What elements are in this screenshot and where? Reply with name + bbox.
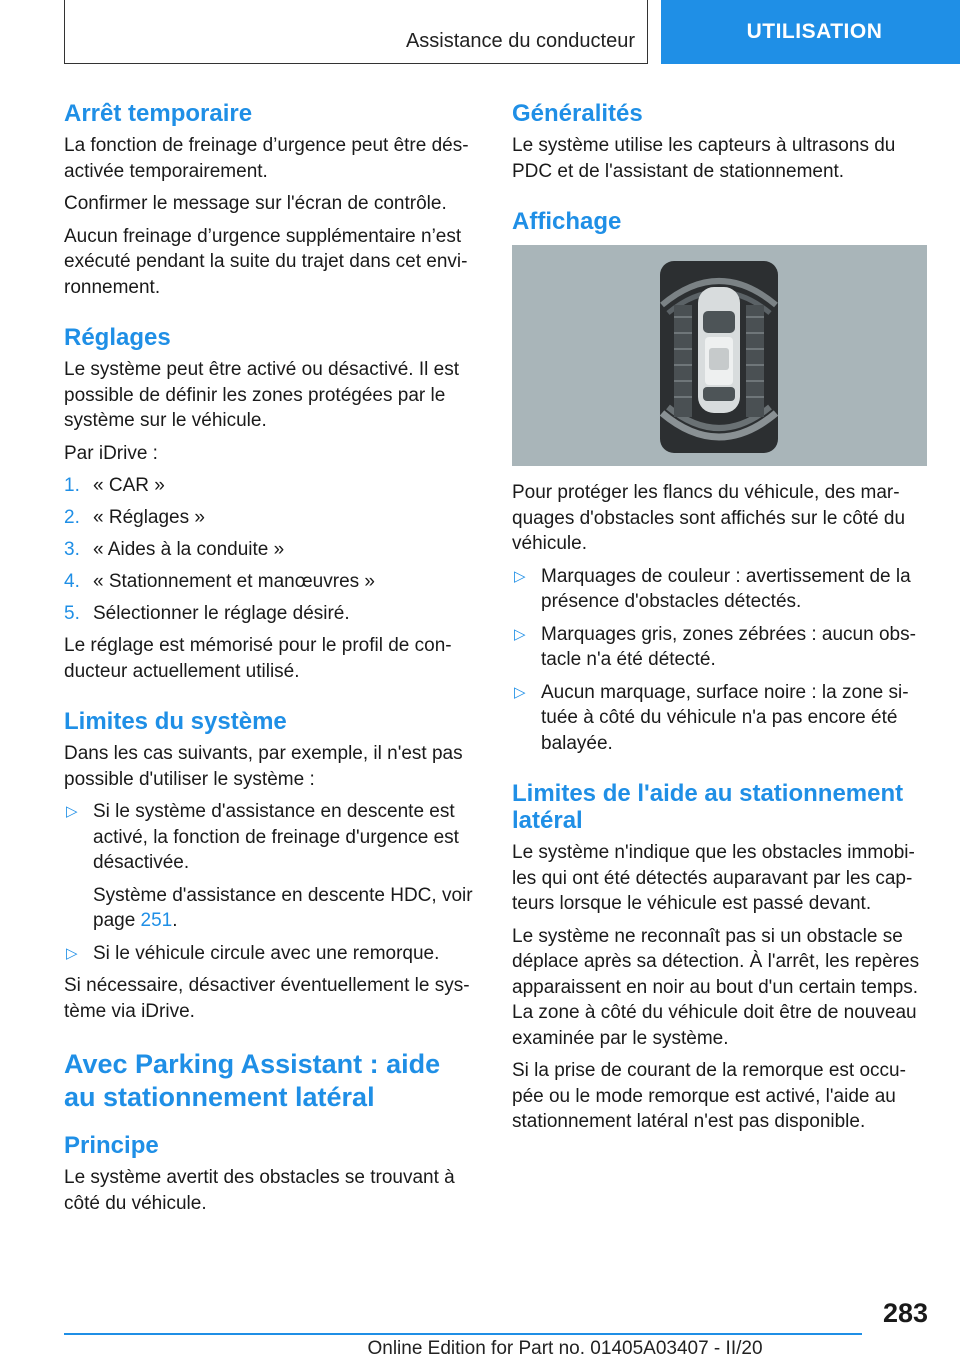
- steps-list: [64, 473, 479, 627]
- list-item: 5. Sélectionner le réglage désiré.: [64, 603, 350, 624]
- list-item: ▷ Si le système d'assistance en descente est activé, la fonction de freinage d'urgence est désactivée.: [66, 801, 459, 873]
- paragraph: Si nécessaire, désactiver éventuellement le système via iDrive.: [64, 975, 470, 1022]
- list-item: ▷ Si le véhicule circule avec une remorque.: [64, 941, 479, 967]
- bullet-list: [64, 799, 479, 876]
- heading-arret-temporaire: Arrêt temporaire: [64, 100, 253, 127]
- paragraph: Aucun freinage d’urgence supplémentaire n’est exécuté pendant la suite du trajet dans cet environnement.: [64, 225, 468, 298]
- header-section-title: Assistance du conducteur: [405, 30, 635, 52]
- heading-principe: Principe: [64, 1132, 159, 1159]
- triangle-bullet-icon: ▷: [66, 944, 78, 962]
- triangle-bullet-icon: ▷: [514, 683, 526, 701]
- list-item: ▷ Marquages de couleur : avertissement de la présence d'obstacles détectés.: [514, 565, 911, 612]
- page-number: 283: [882, 1298, 928, 1328]
- paragraph: Pour protéger les flancs du véhicule, des marquages d'obstacles sont affichés sur le côté du véhicule.: [512, 482, 906, 554]
- bullet-list: [64, 941, 479, 967]
- paragraph: Par iDrive :: [64, 442, 158, 464]
- footer-divider: [64, 1333, 862, 1335]
- bullet-list: [512, 564, 927, 757]
- parking-display-image: [512, 245, 927, 466]
- list-item: 3. « Aides à la conduite »: [64, 539, 285, 560]
- paragraph: Le système n'indique que les obstacles immobiles qui ont été détectés auparavant par les capteurs lorsque le véhicule est passé devant.: [512, 842, 915, 914]
- left-column: [64, 100, 479, 1223]
- car-topview-illustration: [512, 245, 927, 466]
- heading-affichage: Affichage: [512, 208, 622, 235]
- heading-parking-assistant: Avec Parking Assistant : aide au stationnement latéral: [64, 1049, 441, 1112]
- heading-reglages: Réglages: [64, 324, 171, 351]
- paragraph: Si la prise de courant de la remorque est occupée ou le mode remorque est activé, l'aide au stationnement latéral n'est pas disponible.: [512, 1060, 906, 1132]
- footer-edition: Online Edition for Part no. 01405A03407 - II/20: [367, 1338, 763, 1359]
- paragraph: Le système utilise les capteurs à ultrasons du PDC et de l'assistant de stationnement.: [512, 135, 896, 182]
- paragraph: Le système peut être activé ou désactivé. Il est possible de définir les zones protégées par le système sur le véhicule.: [64, 359, 459, 431]
- page-link[interactable]: 251: [140, 910, 173, 931]
- list-item: ▷ Aucun marquage, surface noire : la zone située à côté du véhicule n'a pas encore été balayée.: [514, 681, 909, 754]
- paragraph: Le réglage est mémorisé pour le profil de conducteur actuellement utilisé.: [64, 635, 452, 682]
- paragraph: Dans les cas suivants, par exemple, il n'est pas possible d'utiliser le système :: [64, 743, 463, 790]
- list-item: 4. « Stationnement et manœuvres »: [64, 571, 375, 592]
- paragraph: La fonction de freinage d’urgence peut être désactivée temporairement.: [64, 135, 469, 182]
- right-column: [512, 100, 927, 1142]
- heading-limites-aide: Limites de l'aide au stationnement latéral: [512, 780, 904, 834]
- heading-limites-systeme: Limites du système: [64, 708, 287, 735]
- header-chapter-tab[interactable]: UTILISATION: [661, 0, 960, 64]
- heading-generalites: Généralités: [512, 100, 643, 127]
- paragraph: Le système avertit des obstacles se trouvant à côté du véhicule.: [64, 1167, 455, 1214]
- bullet-subtext: Système d'assistance en descente HDC, voir page 251.: [93, 884, 473, 931]
- list-item: 2. « Réglages »: [64, 507, 205, 528]
- triangle-bullet-icon: ▷: [514, 625, 526, 643]
- paragraph: Le système ne reconnaît pas si un obstacle se déplace après sa détection. À l'arrêt, les repères apparaissent en noir au bout d'un certain temps. La zone à côté du véhicule doit être de nouveau examinée par le système.: [512, 925, 920, 1049]
- triangle-bullet-icon: ▷: [514, 567, 526, 585]
- paragraph: Confirmer le message sur l'écran de contrôle.: [64, 193, 447, 214]
- list-item: 1. « CAR »: [64, 475, 165, 496]
- triangle-bullet-icon: ▷: [66, 803, 78, 820]
- list-item: ▷ Marquages gris, zones zébrées : aucun obstacle n'a été détecté.: [514, 623, 916, 670]
